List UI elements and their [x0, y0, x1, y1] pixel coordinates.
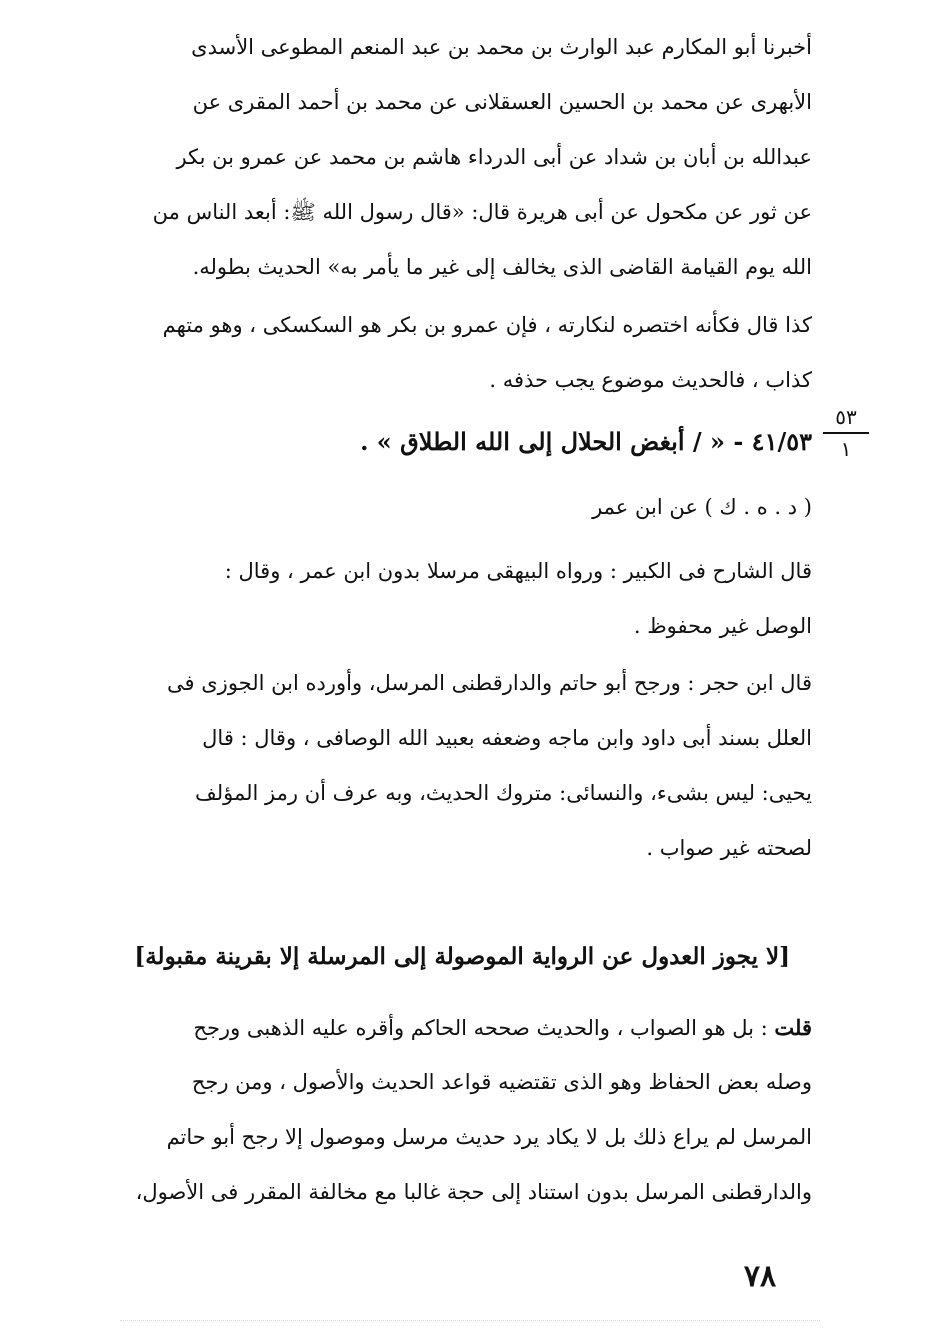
text-line: عبدالله بن أبان بن شداد عن أبى الدرداء هاشم بن محمد عن عمرو بن بكر: [176, 145, 812, 169]
text-line: العلل بسند أبى داود وابن ماجه وضعفه بعبيد الله الوصافى ، وقال : قال: [202, 726, 812, 750]
text-line: الأبهرى عن محمد بن الحسين العسقلانى عن محمد بن أحمد المقرى عن: [192, 90, 812, 114]
text-line: يحيى: ليس بشىء، والنسائى: متروك الحديث، وبه عرف أن رمز المؤلف: [195, 781, 812, 805]
margin-denominator: ١: [840, 437, 852, 461]
text-line: كذاب ، فالحديث موضوع يجب حذفه .: [489, 368, 812, 392]
paragraph-commentary: [100, 298, 812, 408]
scan-edge-divider: [120, 1320, 820, 1322]
first-line-rest: : بل هو الصواب ، والحديث صححه الحاكم وأقره عليه الذهبى ورجح: [193, 1016, 775, 1040]
paragraph-isnad: [100, 20, 812, 295]
fraction-rule: [823, 432, 869, 434]
text-line: المرسل لم يراع ذلك بل لا يكاد يرد حديث مرسل وموصول إلا رجح أبو حاتم: [166, 1125, 812, 1149]
margin-reference: [823, 404, 869, 462]
text-line: الوصل غير محفوظ .: [633, 614, 812, 638]
hadith-heading: ٤١/٥٣ - « / أبغض الحلال إلى الله الطلاق » .: [360, 427, 812, 456]
text-line: قال الشارح فى الكبير : ورواه البيهقى مرسلا بدون ابن عمر ، وقال :: [224, 559, 812, 583]
text-line: والدارقطنى المرسل بدون استناد إلى حجة غالبا مع مخالفة المقرر فى الأصول،: [135, 1180, 812, 1204]
text-line: الله يوم القيامة القاضى الذى يخالف إلى غير ما يأمر به» الحديث بطوله.: [192, 255, 812, 279]
text-line: ( د . ه . ك ) عن ابن عمر: [592, 495, 812, 519]
page-number: ٧٨: [743, 1259, 777, 1294]
text-line: وصله بعض الحفاظ وهو الذى تقتضيه قواعد الحديث والأصول ، ومن رجح: [191, 1070, 812, 1094]
margin-numerator: ٥٣: [835, 405, 857, 429]
text-line: كذا قال فكأنه اختصره لنكارته ، فإن عمرو بن بكر هو السكسكى ، وهو متهم: [162, 313, 812, 337]
paragraph-sharih: [100, 544, 812, 654]
source-attribution: [100, 480, 812, 535]
text-line: أخبرنا أبو المكارم عبد الوارث بن محمد بن عبد المنعم المطوعى الأسدى: [191, 35, 812, 59]
text-line: لصحته غير صواب .: [646, 836, 812, 860]
text-line: [100, 1000, 812, 1055]
lead-word: قلت: [774, 1015, 812, 1040]
text-line: قال ابن حجر : ورجح أبو حاتم والدارقطنى المرسل، وأورده ابن الجوزى فى: [167, 671, 812, 695]
text-line: عن ثور عن مكحول عن أبى هريرة قال: «قال رسول الله ﷺ: أبعد الناس من: [152, 200, 812, 224]
paragraph-ibn-hajar: [100, 656, 812, 876]
section-heading: [لا يجوز العدول عن الرواية الموصولة إلى المرسلة إلا بقرينة مقبولة]: [134, 943, 790, 970]
paragraph-qultu: [100, 1000, 812, 1220]
